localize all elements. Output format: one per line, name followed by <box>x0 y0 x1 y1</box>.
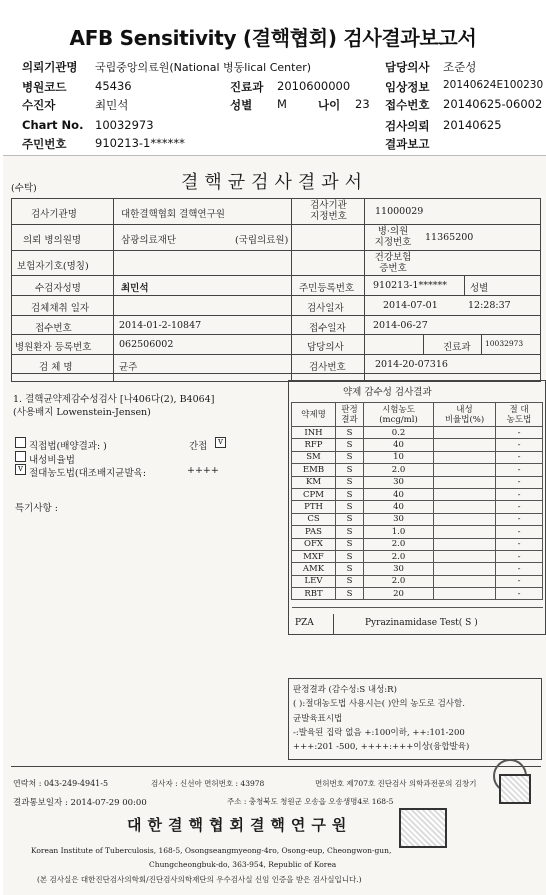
absolute-checkbox: v <box>15 464 26 475</box>
rrn-label: 주민번호 <box>22 137 67 151</box>
clinical-label: 임상정보 <box>385 80 430 94</box>
col-resistance: 내성 비율법(%) <box>434 403 496 427</box>
method-line1: 1. 결핵균약제감수성검사 [나406다(2), B4064] <box>13 394 215 405</box>
receipt-date-value: 2014-06-27 <box>373 320 428 331</box>
drug-conc: 1.0 <box>364 526 434 538</box>
legend-line3: 균발육표시법 <box>293 714 343 724</box>
footer-institute-ko: 대한결핵협회결핵연구원 <box>127 816 353 834</box>
rrn-label-2: 주민등록번호 <box>299 283 355 294</box>
doctor-value: 조준성 <box>443 60 477 74</box>
pza-value: Pyrazinamidase Test( S ) <box>365 618 478 628</box>
receipt-date-label: 접수일자 <box>309 323 346 334</box>
legend-line4: -:발육된 집락 없음 +:100이하, ++:101-200 <box>293 728 465 738</box>
receipt-label-2: 접수번호 <box>35 323 72 334</box>
sex-value: M <box>277 97 287 111</box>
hosp-no-value: 11365200 <box>425 232 474 243</box>
drug-name: INH <box>292 427 336 439</box>
drug-row <box>292 427 543 439</box>
report-title: 결핵균검사결과서 <box>180 172 369 193</box>
direct-checkbox <box>15 437 26 448</box>
copy-label: (수탁) <box>11 183 37 194</box>
drug-conc: 30 <box>364 513 434 525</box>
drug-resistance <box>434 588 496 600</box>
drug-result: S <box>336 538 364 550</box>
drug-resistance <box>434 538 496 550</box>
drug-conc: 40 <box>364 439 434 451</box>
drug-conc: 30 <box>364 476 434 488</box>
drug-absolute: - <box>496 488 543 500</box>
clinical-value: 20140624E100230 <box>443 79 544 91</box>
specimen-label: 검 체 명 <box>39 362 73 373</box>
drug-row <box>292 550 543 562</box>
rrn-value-2: 910213-1****** <box>373 280 448 291</box>
dept-value: 2010600000 <box>277 79 351 93</box>
footer-institute-en2: Chungcheongbuk-do, 363-954, Republic of Korea <box>149 860 337 869</box>
indirect-checkbox: v <box>215 437 226 448</box>
drug-absolute: - <box>496 538 543 550</box>
col-verdict: 판정 결과 <box>336 403 364 427</box>
rrn-value: 910213-1****** <box>95 136 185 150</box>
absolute-label: 절대농도법(대조배지균발육: <box>29 468 147 479</box>
drug-name: LEV <box>292 575 336 587</box>
lab-name-value: 대한결핵협회 결핵연구원 <box>121 209 225 220</box>
drug-conc: 40 <box>364 501 434 513</box>
doctor-label: 담당의사 <box>385 60 430 74</box>
legend-line5: +++:201 -500, ++++:+++이상(융합발육) <box>293 742 470 752</box>
patient-label-2: 수검자성명 <box>35 283 81 294</box>
drug-conc: 10 <box>364 451 434 463</box>
footer-examiner: 검사자 : 신선아 면허번호 : 43978 <box>151 779 265 788</box>
patient-value: 최민석 <box>95 98 129 112</box>
dept-value-2: 10032973 <box>485 339 524 348</box>
test-time-value: 12:28:37 <box>468 300 511 311</box>
drug-result: S <box>336 451 364 463</box>
drug-resistance <box>434 575 496 587</box>
req-org-value: 국립중앙의료원(National 병동lical Center) <box>95 61 312 74</box>
drug-absolute: - <box>496 501 543 513</box>
special-notes-label: 특기사항 : <box>15 503 58 514</box>
receipt-value-2: 2014-01-2-10847 <box>119 320 202 331</box>
drug-absolute: - <box>496 550 543 562</box>
insurer-label: 보험자기호(명칭) <box>17 261 89 272</box>
drug-resistance <box>434 513 496 525</box>
drug-name: PAS <box>292 526 336 538</box>
table-title: 약제 감수성 검사결과 <box>343 387 432 398</box>
test-no-value: 2014-20-07316 <box>375 359 448 370</box>
insure-no-label: 건강보험 증번호 <box>374 252 412 274</box>
drug-row <box>292 488 543 500</box>
drug-row <box>292 451 543 463</box>
drug-absolute: - <box>496 575 543 587</box>
req-date-label: 검사의뢰 <box>385 119 430 133</box>
drug-absolute: - <box>496 513 543 525</box>
receipt-value: 20140625-06002 <box>443 97 543 111</box>
drug-row <box>292 538 543 550</box>
drug-table <box>291 402 543 608</box>
drug-result: S <box>336 550 364 562</box>
drug-name: SM <box>292 451 336 463</box>
drug-resistance <box>434 476 496 488</box>
footer-address: 주소 : 충청북도 청원군 오송읍 오송생명4로 168-5 <box>227 797 394 806</box>
drug-conc: 40 <box>364 488 434 500</box>
req-hosp-label: 의뢰 병의원명 <box>23 235 82 246</box>
lab-name-label: 검사기관명 <box>31 209 77 220</box>
drug-resistance <box>434 563 496 575</box>
absolute-growth: ++++ <box>187 465 219 476</box>
resistance-label: 내성비율법 <box>29 455 75 466</box>
drug-name: OFX <box>292 538 336 550</box>
drug-conc: 20 <box>364 588 434 600</box>
drug-absolute: - <box>496 427 543 439</box>
chart-label: Chart No. <box>22 118 84 132</box>
drug-result: S <box>336 476 364 488</box>
drug-conc: 2.0 <box>364 538 434 550</box>
drug-absolute: - <box>496 526 543 538</box>
req-org-label: 의뢰기관명 <box>22 60 78 74</box>
doctor-label-2: 담당의사 <box>307 342 344 353</box>
footer-phone: 연락처 : 043-249-4941-5 <box>13 779 109 788</box>
drug-result: S <box>336 439 364 451</box>
footer-notice: (본 검사실은 대한진단검사의학회/진단검사의학재단의 우수검사실 신임 인증을 받은 검사실입니다.) <box>37 875 362 884</box>
test-no-label: 검사번호 <box>309 362 346 373</box>
pza-label: PZA <box>295 618 314 628</box>
drug-name: MXF <box>292 550 336 562</box>
drug-name: CPM <box>292 488 336 500</box>
drug-result: S <box>336 488 364 500</box>
hosp-no-label: 병·의원 지정번호 <box>374 226 412 248</box>
req-date-value: 20140625 <box>443 118 502 132</box>
req-hosp-value: 삼광의료재단 <box>121 235 177 246</box>
drug-conc: 0.2 <box>364 427 434 439</box>
drug-resistance <box>434 501 496 513</box>
drug-row <box>292 476 543 488</box>
hosp-code-label: 병원코드 <box>22 80 67 94</box>
receipt-label: 접수번호 <box>385 98 430 112</box>
legend-line2: ( ):절대농도법 사용시는( )안의 농도로 검사함. <box>293 699 465 709</box>
drug-resistance <box>434 439 496 451</box>
drug-name: EMB <box>292 464 336 476</box>
drug-resistance <box>434 550 496 562</box>
result-report-label: 결과보고 <box>385 137 430 151</box>
req-hosp-paren: (국립의료원) <box>235 235 289 246</box>
drug-resistance <box>434 488 496 500</box>
institute-seal <box>399 808 447 848</box>
dept-label: 진료과 <box>230 80 264 94</box>
lab-code-value: 11000029 <box>375 206 424 217</box>
patient-label: 수진자 <box>22 98 56 112</box>
drug-name: AMK <box>292 563 336 575</box>
drug-result: S <box>336 575 364 587</box>
footer-institute-en1: Korean Institute of Tuberculosis, 168-5, Osongseangmyeong-4ro, Osong-eup, Cheongwon-gun, <box>31 846 392 855</box>
drug-row <box>292 513 543 525</box>
footer-report-date: 결과통보일자 : 2014-07-29 00:00 <box>13 798 147 808</box>
drug-name: RBT <box>292 588 336 600</box>
drug-result: S <box>336 526 364 538</box>
drug-result: S <box>336 513 364 525</box>
footer-director: 면허번호 제707호 진단검사 의학과전문의 김창기 <box>315 779 477 788</box>
document-title: AFB Sensitivity (결핵협회) 검사결과보고서 <box>69 26 477 50</box>
drug-row <box>292 439 543 451</box>
collect-date-label: 검체채취 일자 <box>31 303 90 314</box>
test-date-label: 검사일자 <box>307 303 344 314</box>
drug-result: S <box>336 427 364 439</box>
drug-resistance <box>434 526 496 538</box>
col-absolute: 절 대 농도법 <box>496 403 543 427</box>
drug-absolute: - <box>496 439 543 451</box>
lab-code-label: 검사기관 지정번호 <box>310 200 347 222</box>
drug-row <box>292 563 543 575</box>
legend-line1: 판정결과 (감수성:S 내성:R) <box>293 685 397 695</box>
direct-label: 직접법(배양결과: ) <box>29 441 107 452</box>
square-seal <box>499 774 531 804</box>
drug-name: KM <box>292 476 336 488</box>
drug-result: S <box>336 563 364 575</box>
drug-result: S <box>336 501 364 513</box>
age-label: 나이 <box>318 98 341 112</box>
drug-conc: 2.0 <box>364 550 434 562</box>
drug-name: CS <box>292 513 336 525</box>
patient-value-2: 최민석 <box>121 283 149 294</box>
drug-absolute: - <box>496 563 543 575</box>
drug-row <box>292 501 543 513</box>
indirect-label: 간접 <box>189 441 208 452</box>
chart-value: 10032973 <box>95 118 154 132</box>
resistance-checkbox <box>15 451 26 462</box>
drug-row <box>292 575 543 587</box>
drug-name: PTH <box>292 501 336 513</box>
drug-absolute: - <box>496 464 543 476</box>
drug-conc: 2.0 <box>364 575 434 587</box>
col-drug: 약제명 <box>292 403 336 427</box>
drug-absolute: - <box>496 588 543 600</box>
drug-conc: 30 <box>364 563 434 575</box>
drug-resistance <box>434 427 496 439</box>
drug-result: S <box>336 464 364 476</box>
drug-absolute: - <box>496 451 543 463</box>
sex-label-2: 성별 <box>470 283 489 294</box>
drug-row <box>292 464 543 476</box>
pza-row <box>292 600 543 608</box>
method-line2: (사용배지 Lowenstein-Jensen) <box>13 407 151 418</box>
age-value: 23 <box>355 97 370 111</box>
hosp-patient-value: 062506002 <box>119 339 174 350</box>
drug-absolute: - <box>496 476 543 488</box>
drug-name: RFP <box>292 439 336 451</box>
col-conc: 시험농도 (mcg/ml) <box>364 403 434 427</box>
drug-row <box>292 588 543 600</box>
dept-label-2: 진료과 <box>443 342 471 353</box>
drug-result: S <box>336 588 364 600</box>
drug-resistance <box>434 451 496 463</box>
hosp-code-value: 45436 <box>95 79 132 93</box>
sex-label: 성별 <box>230 98 253 112</box>
drug-conc: 2.0 <box>364 464 434 476</box>
hosp-patient-label: 병원환자 등록번호 <box>15 342 92 353</box>
test-date-value: 2014-07-01 <box>383 300 438 311</box>
drug-resistance <box>434 464 496 476</box>
scanned-report <box>3 155 546 895</box>
specimen-value: 균주 <box>119 362 138 373</box>
drug-row <box>292 526 543 538</box>
